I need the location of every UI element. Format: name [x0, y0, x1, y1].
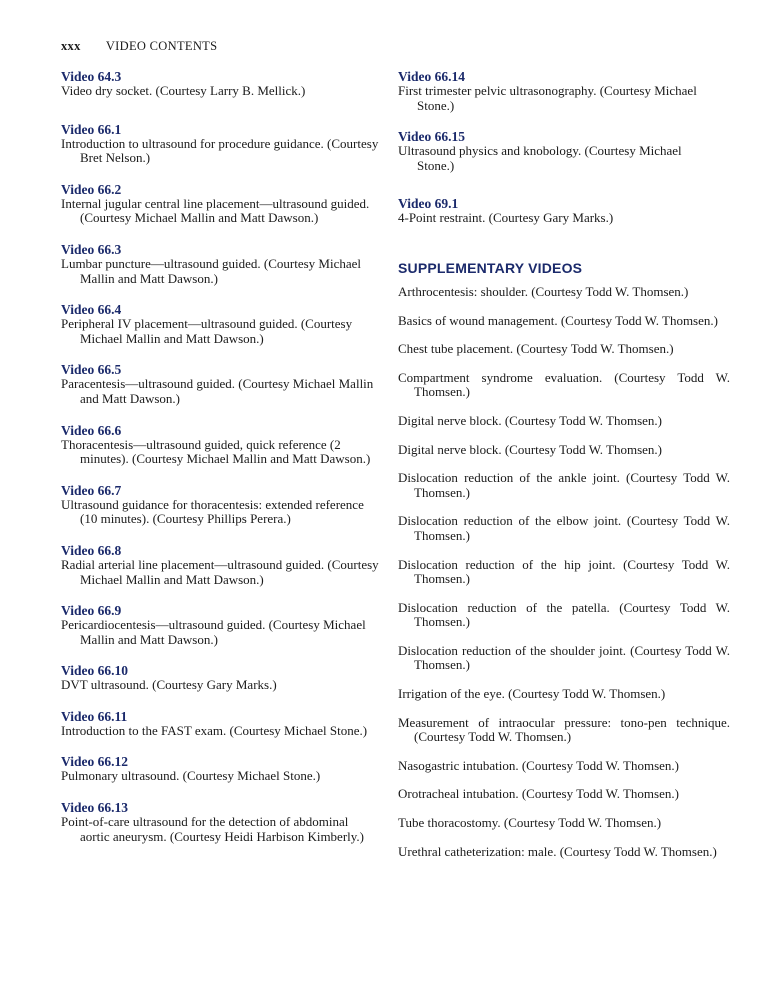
supplementary-item: Compartment syndrome evaluation. (Courtesy Todd W. Thomsen.) — [398, 369, 730, 400]
video-description: Internal jugular central line placement—ultrasound guided. (Courtesy Michael Mallin and Matt Dawson.) — [61, 195, 370, 226]
video-description: 4-Point restraint. (Courtesy Gary Marks.) — [398, 210, 614, 226]
video-entry — [61, 754, 379, 784]
video-entry — [61, 242, 379, 286]
video-number: Video 66.6 — [61, 422, 122, 438]
video-entry — [61, 483, 379, 527]
supplementary-item: Irrigation of the eye. (Courtesy Todd W. Thomsen.) — [398, 686, 666, 702]
video-entry — [61, 603, 379, 647]
video-entry — [61, 423, 379, 467]
supplementary-item: Orotracheal intubation. (Courtesy Todd W. Thomsen.) — [398, 786, 679, 802]
video-description: Peripheral IV placement—ultrasound guided. (Courtesy Michael Mallin and Matt Dawson.) — [61, 316, 353, 346]
supplementary-item: Arthrocentesis: shoulder. (Courtesy Todd W. Thomsen.) — [398, 283, 689, 299]
video-entry — [61, 663, 379, 693]
supplementary-item: Measurement of intraocular pressure: tono-pen technique. (Courtesy Todd W. Thomsen.) — [398, 714, 730, 745]
video-number: Video 66.9 — [61, 603, 122, 619]
video-number: Video 66.12 — [61, 754, 128, 770]
supplementary-item: Basics of wound management. (Courtesy Todd W. Thomsen.) — [398, 312, 718, 328]
running-header — [61, 39, 217, 54]
video-number: Video 64.3 — [61, 69, 122, 84]
section-heading: SUPPLEMENTARY VIDEOS — [398, 259, 583, 276]
left-column — [61, 69, 379, 860]
video-number: Video 66.8 — [61, 542, 122, 558]
right-column — [398, 69, 730, 873]
video-number: Video 66.7 — [61, 482, 122, 498]
supplementary-item: Dislocation reduction of the shoulder joint. (Courtesy Todd W. Thomsen.) — [398, 642, 730, 673]
video-description: Introduction to the FAST exam. (Courtesy Michael Stone.) — [61, 722, 368, 738]
supplementary-item: Digital nerve block. (Courtesy Todd W. Thomsen.) — [398, 412, 662, 428]
video-description: Lumbar puncture—ultrasound guided. (Courtesy Michael Mallin and Matt Dawson.) — [61, 255, 362, 286]
video-description: Pulmonary ultrasound. (Courtesy Michael Stone.) — [61, 768, 321, 784]
video-entry — [398, 196, 716, 226]
video-entry — [61, 182, 379, 226]
video-entry — [61, 800, 379, 844]
video-description: Ultrasound guidance for thoracentesis: extended reference (10 minutes). (Courtesy Phillips Perera.) — [61, 496, 364, 527]
video-description: Video dry socket. (Courtesy Larry B. Mellick.) — [61, 83, 306, 98]
page-number: xxx — [61, 39, 81, 53]
video-number: Video 66.1 — [61, 121, 122, 137]
video-entry — [398, 69, 716, 113]
video-number: Video 66.13 — [61, 800, 128, 816]
video-number: Video 66.10 — [61, 663, 128, 679]
running-title: VIDEO CONTENTS — [105, 39, 218, 53]
supplementary-item: Dislocation reduction of the hip joint. (Courtesy Todd W. Thomsen.) — [398, 556, 730, 587]
video-entry — [61, 302, 379, 346]
video-entry — [61, 362, 379, 406]
video-entry — [61, 709, 379, 739]
video-description: Pericardiocentesis—ultrasound guided. (Courtesy Michael Mallin and Matt Dawson.) — [61, 617, 366, 647]
supplementary-item: Digital nerve block. (Courtesy Todd W. Thomsen.) — [398, 441, 662, 457]
video-number: Video 66.11 — [61, 708, 128, 724]
video-number: Video 66.14 — [398, 69, 465, 84]
video-number: Video 66.15 — [398, 129, 465, 145]
video-number: Video 66.4 — [61, 302, 122, 318]
video-number: Video 69.1 — [398, 196, 459, 212]
video-description: Paracentesis—ultrasound guided. (Courtesy Michael Mallin and Matt Dawson.) — [61, 376, 374, 406]
supplementary-item: Tube thoracostomy. (Courtesy Todd W. Thomsen.) — [398, 815, 662, 831]
supplementary-item: Chest tube placement. (Courtesy Todd W. Thomsen.) — [398, 341, 674, 357]
supplementary-item: Dislocation reduction of the ankle joint. (Courtesy Todd W. Thomsen.) — [398, 470, 730, 500]
video-description: Introduction to ultrasound for procedure guidance. (Courtesy Bret Nelson.) — [61, 135, 379, 166]
video-description: DVT ultrasound. (Courtesy Gary Marks.) — [61, 677, 277, 693]
supplementary-item: Nasogastric intubation. (Courtesy Todd W. Thomsen.) — [398, 757, 679, 773]
supplementary-item: Dislocation reduction of the elbow joint. (Courtesy Todd W. Thomsen.) — [398, 513, 730, 543]
video-number: Video 66.2 — [61, 181, 122, 197]
supplementary-item: Dislocation reduction of the patella. (Courtesy Todd W. Thomsen.) — [398, 599, 730, 630]
video-entry — [61, 69, 379, 99]
video-number: Video 66.3 — [61, 241, 122, 257]
video-description: Point-of-care ultrasound for the detection of abdominal aortic aneurysm. (Courtesy Heidi Harbison Kimberly.) — [61, 814, 365, 844]
video-description: Thoracentesis—ultrasound guided, quick reference (2 minutes). (Courtesy Michael Mallin and Matt Dawson.) — [61, 436, 371, 467]
video-description: Ultrasound physics and knobology. (Courtesy Michael Stone.) — [398, 143, 682, 173]
video-description: Radial arterial line placement—ultrasound guided. (Courtesy Michael Mallin and Matt Dawson.) — [61, 556, 379, 587]
supplementary-item: Urethral catheterization: male. (Courtesy Todd W. Thomsen.) — [398, 843, 717, 859]
video-entry — [61, 543, 379, 587]
video-number: Video 66.5 — [61, 362, 122, 378]
video-entry — [61, 122, 379, 166]
video-entry — [398, 129, 716, 173]
video-description: First trimester pelvic ultrasonography. (Courtesy Michael Stone.) — [398, 83, 697, 113]
